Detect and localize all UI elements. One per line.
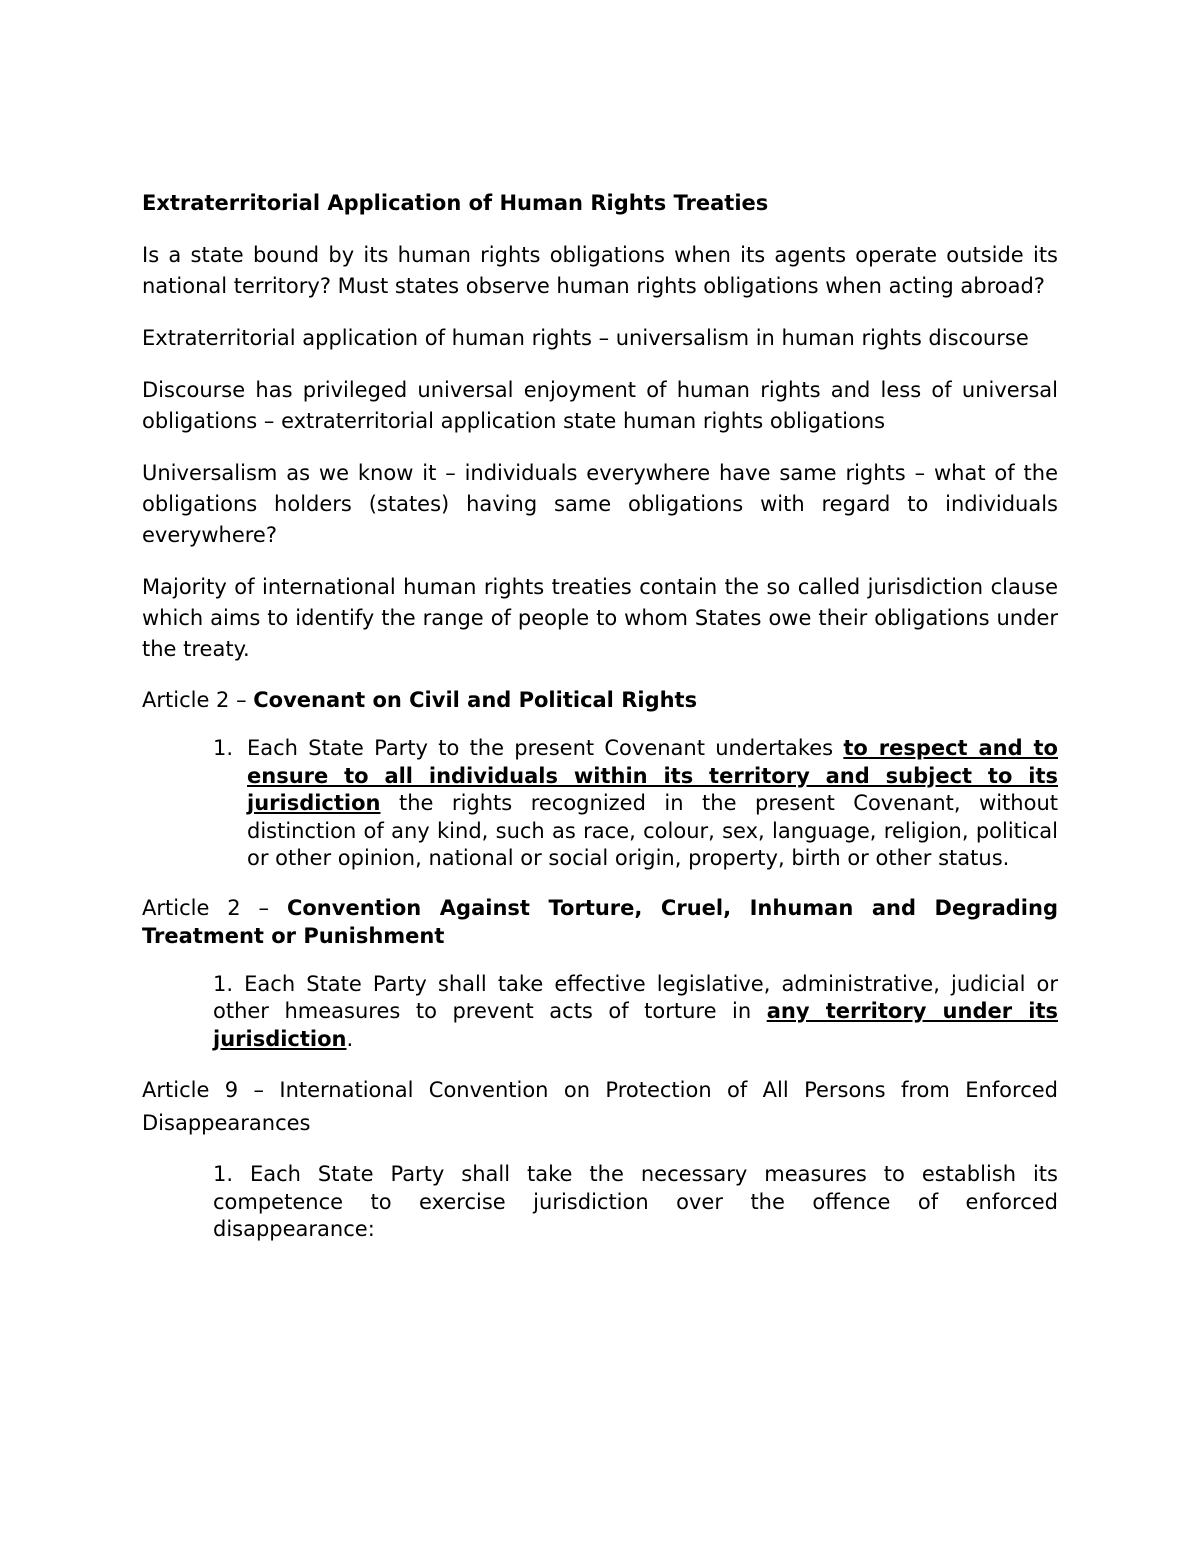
ced-item-text: 1. Each State Party shall take the necessary measures to establish its competence to exercise jurisdiction over the offence of enforced disappearance:: [213, 1162, 1058, 1241]
cat-item-text-end: .: [346, 1026, 354, 1051]
paragraph-question: Is a state bound by its human rights obligations when its agents operate outside its national territory? Must states observe human rights obligations when acting abroad?: [142, 243, 1058, 298]
iccpr-item-text-end: the rights recognized in the present Covenant, without distinction of any kind, such as race, colour, sex, language, religion, political or other opinion, national or social origin, property, birth or other status.: [247, 791, 1058, 870]
iccpr-item-text-start: Each State Party to the present Covenant undertakes: [247, 736, 844, 760]
cat-treaty-name: Convention Against Torture, Cruel, Inhuman and Degrading Treatment or Punishment: [142, 895, 1058, 948]
cat-list-item: [142, 971, 1058, 1054]
iccpr-treaty-name: Covenant on Civil and Political Rights: [253, 688, 698, 712]
ced-heading: Article 9 – International Convention on Protection of All Persons from Enforced Disappearances: [142, 1078, 1058, 1135]
cat-item-text-start: 1. Each State Party shall take effective legislative, administrative, judicial or other hmeasures to prevent acts of torture in: [213, 971, 1058, 1023]
iccpr-list-item: [142, 735, 1058, 873]
document-page: [142, 188, 1058, 1265]
paragraph-discourse: Discourse has privileged universal enjoyment of human rights and less of universal obligations – extraterritorial application state human rights obligations: [142, 378, 1058, 433]
iccpr-article-prefix: Article 2 –: [142, 688, 254, 712]
cat-article-prefix: Article 2 –: [142, 895, 287, 920]
iccpr-item-emphasis: to respect and to ensure to all individuals within its territory and subject to its jurisdiction: [247, 736, 1058, 815]
paragraph-jurisdiction-clause: Majority of international human rights treaties contain the so called jurisdiction clause which aims to identify the range of people to whom States owe their obligations under the treaty.: [142, 575, 1058, 661]
paragraph-universalism-obligations: Universalism as we know it – individuals everywhere have same rights – what of the obligations holders (states) having same obligations with regard to individuals everywhere?: [142, 461, 1058, 547]
iccpr-heading: [142, 686, 1058, 714]
iccpr-item-number: 1.: [213, 736, 234, 760]
document-title: Extraterritorial Application of Human Rights Treaties: [142, 191, 769, 215]
ced-list-item: [142, 1161, 1058, 1244]
paragraph-universalism: Extraterritorial application of human rights – universalism in human rights discourse: [142, 326, 1029, 350]
cat-heading: [142, 894, 1058, 950]
cat-item-emphasis: any territory under its jurisdiction: [213, 999, 1058, 1051]
